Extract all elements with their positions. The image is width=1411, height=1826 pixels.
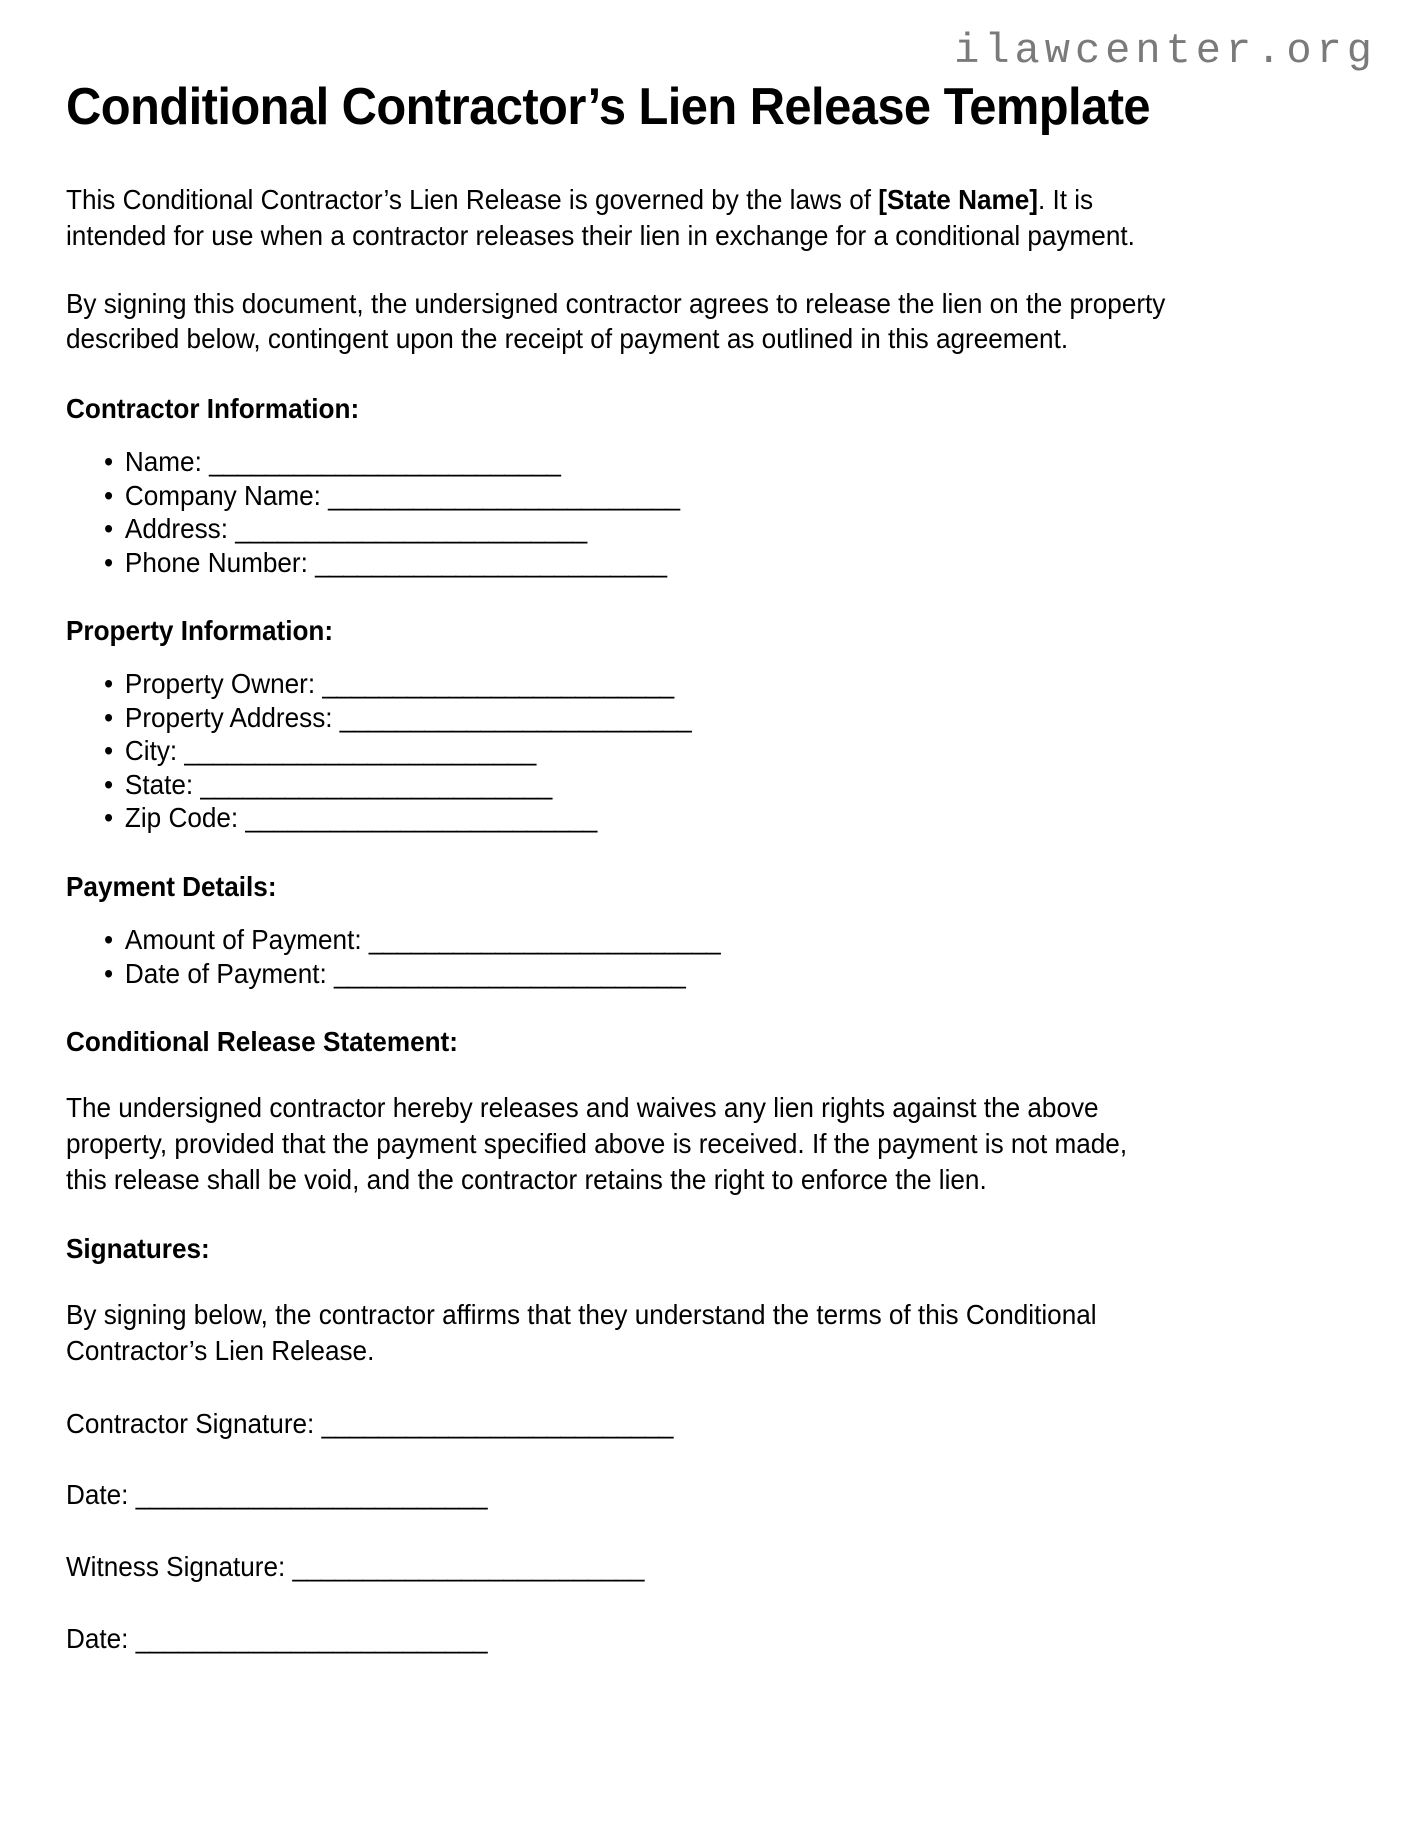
list-item [66,801,1168,835]
bullet-icon: • [104,802,114,834]
list-item [66,768,1168,802]
field-blank[interactable]: _________________________ [328,479,680,511]
property-information-field-list [66,667,1168,835]
field-label: Company Name: [124,479,321,511]
contractor-signature-line [66,1407,1168,1441]
signature-blank[interactable]: _________________________ [292,1550,644,1582]
signature-label: Contractor Signature: [66,1407,315,1439]
field-label: Address: [124,513,229,545]
contractor-information-field-list [66,445,1168,579]
bullet-icon: • [104,735,114,767]
list-item [66,667,1168,701]
field-label: Phone Number: [124,546,308,578]
field-blank[interactable]: _________________________ [334,957,686,989]
section-heading-payment-details: Payment Details: [66,871,277,903]
list-item [66,701,1168,735]
field-label: Name: [124,446,202,478]
field-label: Property Owner: [124,668,316,700]
bullet-icon: • [104,479,114,511]
signature-blank[interactable]: _________________________ [135,1622,488,1654]
list-item [66,957,1168,991]
field-label: State: [124,768,194,800]
section-heading-contractor-information: Contractor Information: [66,393,360,425]
bullet-icon: • [104,768,114,800]
signature-label: Date: [66,1479,129,1511]
list-item [66,923,1168,957]
bullet-icon: • [104,924,114,956]
bullet-icon: • [104,446,114,478]
contractor-date-line [66,1478,1168,1512]
field-label: Property Address: [124,701,333,733]
signature-blank[interactable]: _________________________ [321,1407,673,1439]
document-content [66,80,1166,1655]
signature-blank[interactable]: _________________________ [135,1479,488,1511]
bullet-icon: • [104,546,114,578]
section-heading-signatures: Signatures: [66,1233,210,1265]
signatures-intro-text: By signing below, the contractor affirms that they understand the terms of this Conditional Contractor’s Lien Release. [66,1299,1097,1367]
field-blank[interactable]: _________________________ [200,768,552,800]
state-name-placeholder: [State Name] [878,184,1038,216]
field-blank[interactable]: _________________________ [322,668,674,700]
witness-date-line [66,1622,1168,1656]
field-label: Date of Payment: [124,957,327,989]
intro-p1-text-before: This Conditional Contractor’s Lien Release is governed by the laws of [66,184,879,216]
field-label: City: [124,735,178,767]
bullet-icon: • [104,513,114,545]
field-blank[interactable]: _________________________ [245,802,597,834]
field-blank[interactable]: _________________________ [315,546,667,578]
bullet-icon: • [104,701,114,733]
site-watermark: ilawcenter.org [954,27,1377,75]
list-item [66,734,1168,768]
intro-paragraph-2: By signing this document, the undersigned contractor agrees to release the lien on the property described below, contingent upon the receipt of payment as outlined in this agreement. [66,287,1166,355]
list-item [66,546,1168,580]
page-title: Conditional Contractor’s Lien Release Template [66,78,1151,136]
list-item [66,479,1168,513]
bullet-icon: • [104,957,114,989]
section-heading-property-information: Property Information: [66,615,334,647]
field-label: Amount of Payment: [124,924,362,956]
field-blank[interactable]: _________________________ [235,513,587,545]
witness-signature-line [66,1550,1168,1584]
field-label: Zip Code: [124,802,239,834]
signature-label: Witness Signature: [66,1550,286,1582]
conditional-release-statement-body: The undersigned contractor hereby releases and waives any lien rights against the above property, provided that the payment specified above is received. If the payment is not made, this release shall be void, and the contractor retains the right to enforce the lien. [66,1092,1128,1195]
field-blank[interactable]: _________________________ [339,701,692,733]
signature-block [66,1407,1166,1655]
bullet-icon: • [104,668,114,700]
section-heading-conditional-release-statement: Conditional Release Statement: [66,1026,458,1058]
field-blank[interactable]: _________________________ [209,446,561,478]
payment-details-field-list [66,923,1168,990]
intro-p1-text-after: . It is intended for use when a contractor releases their lien in exchange for a conditional payment. [66,184,1135,251]
field-blank[interactable]: _________________________ [368,924,721,956]
intro-paragraph-1 [66,182,1168,254]
signature-label: Date: [66,1622,129,1654]
list-item [66,445,1168,479]
field-blank[interactable]: _________________________ [184,735,536,767]
list-item [66,512,1168,546]
